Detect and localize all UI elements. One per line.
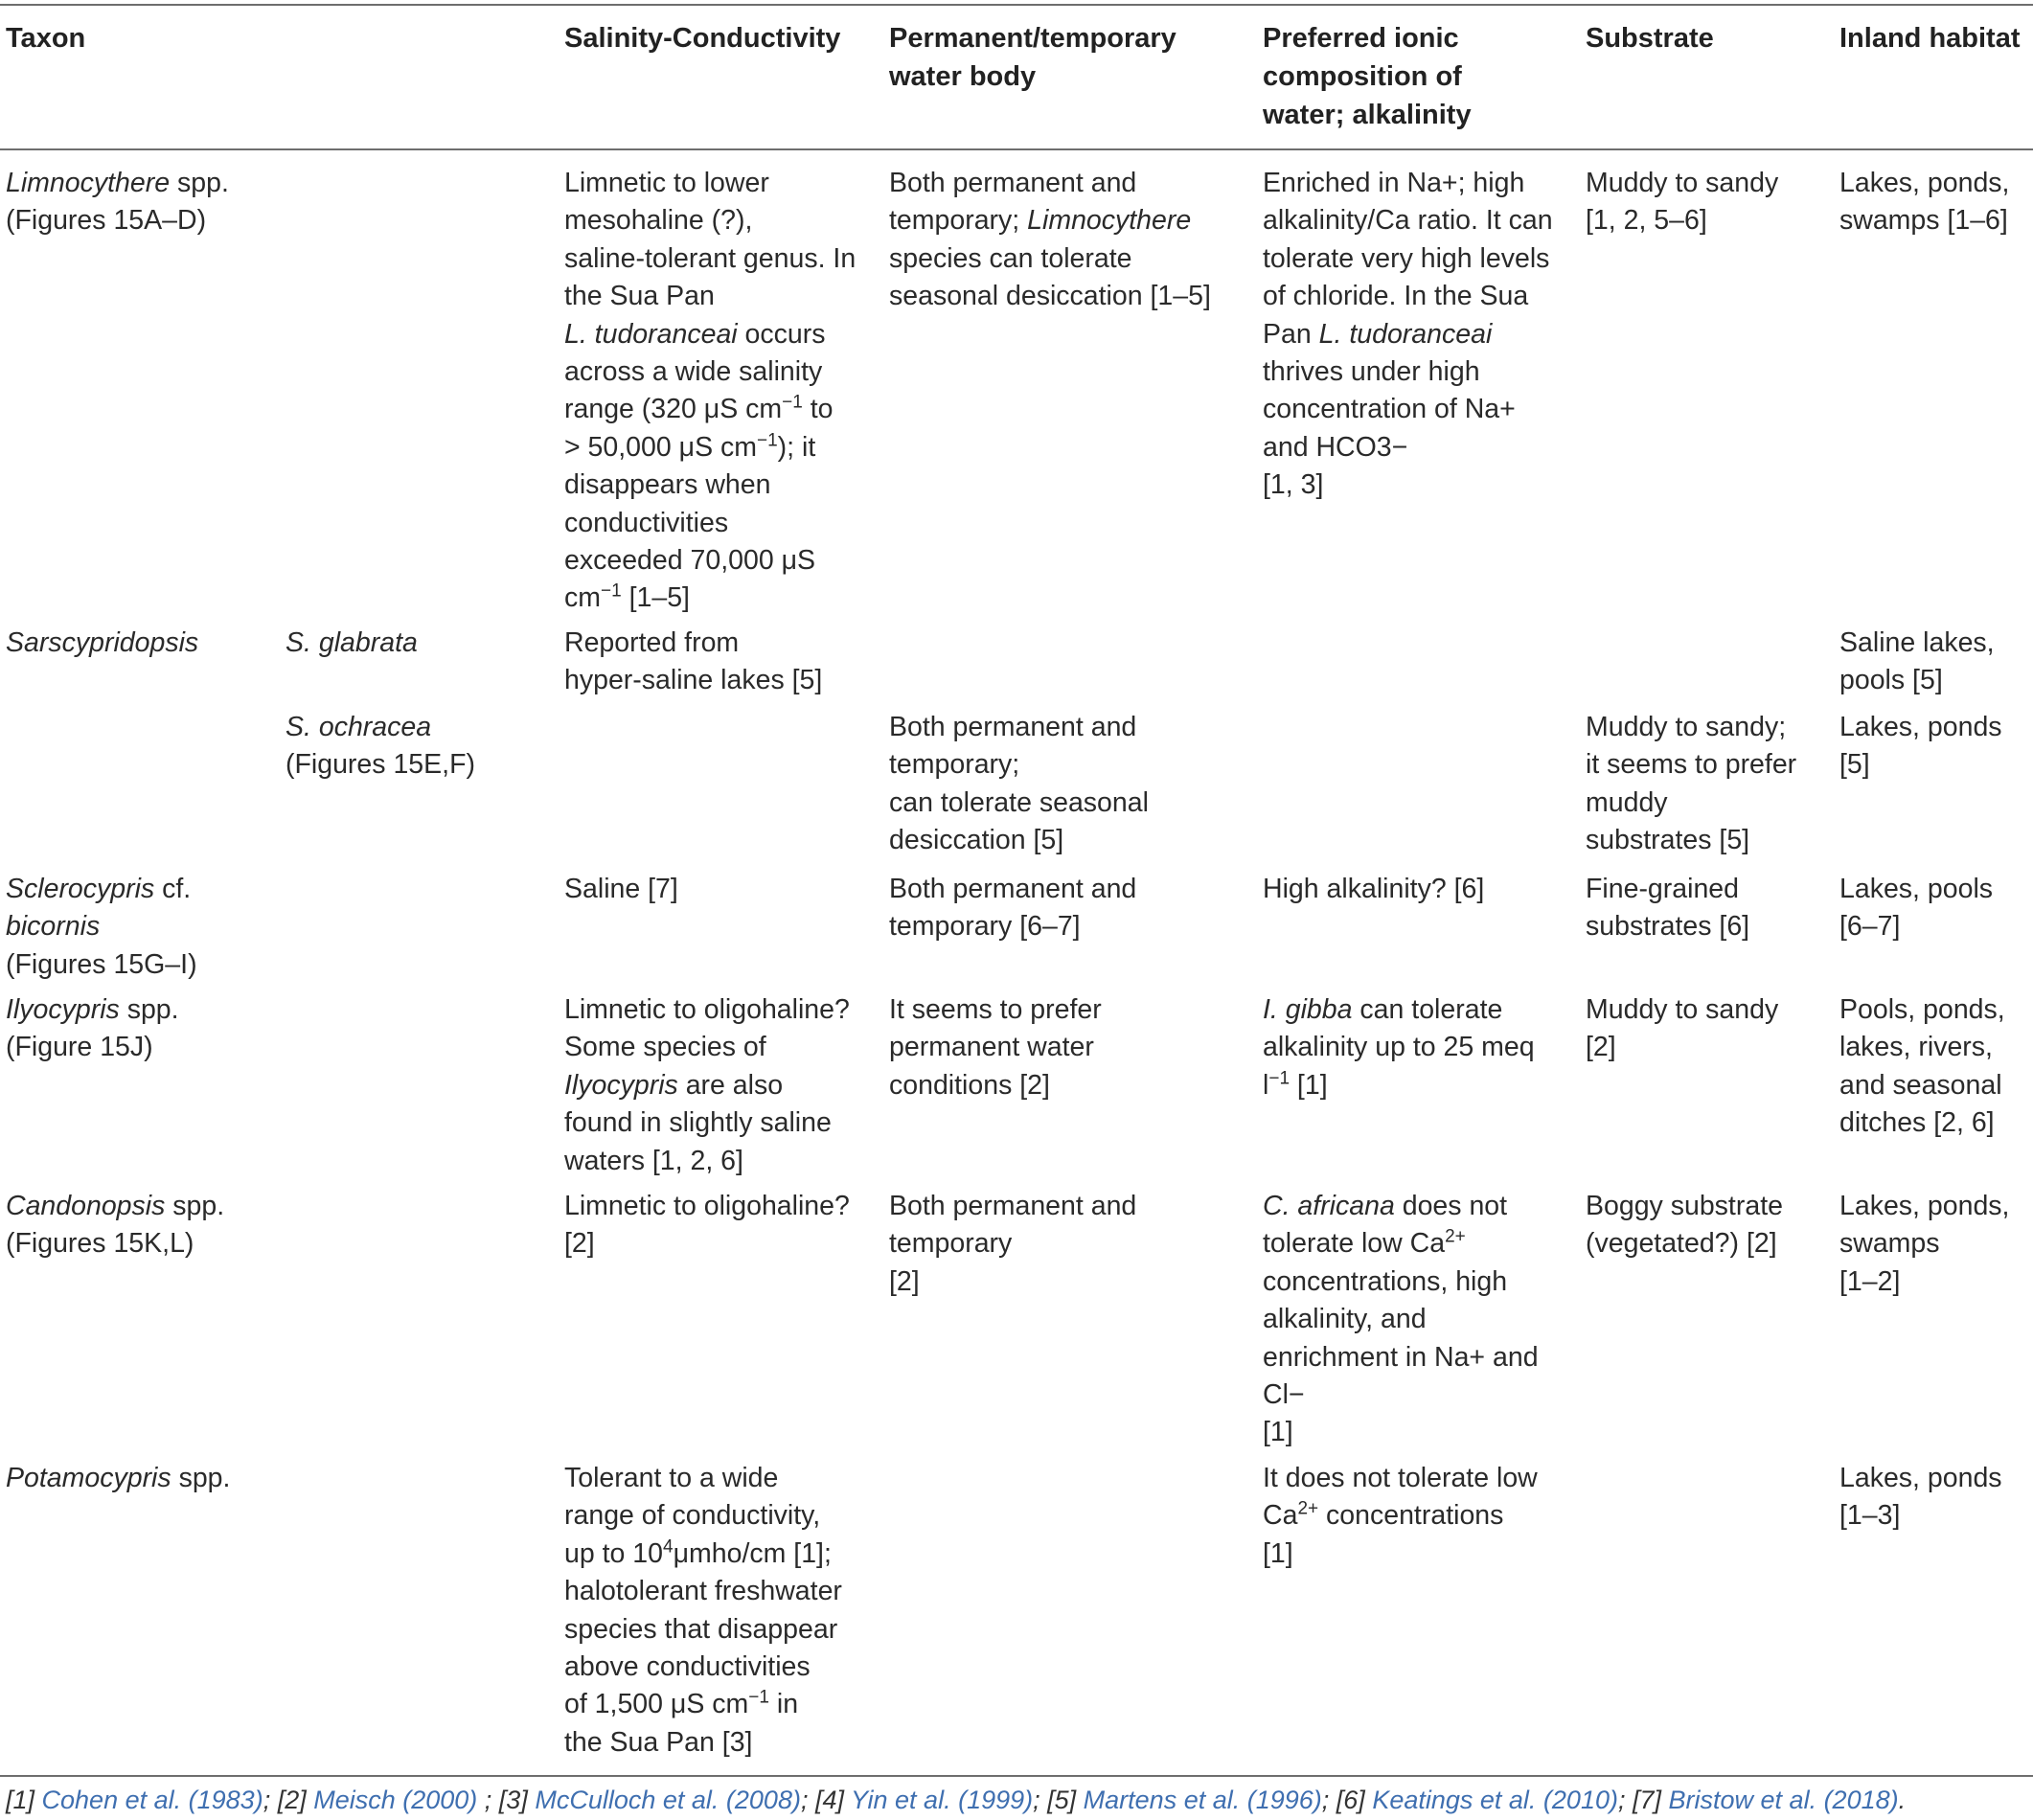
row-potamocypris-salinity: Tolerant to a wide range of conductivity, up to $10^4\mu mho/cm$ [1]; halotolerant freshwater species that disappear above conductivities of 1,500 μS $cm^{-1}$ in the Sua Pan [3]: [564, 1463, 842, 1758]
row-limnocythere-ionic: Enriched in Na+; high alkalinity/Ca ratio. It can tolerate very high levels of chloride. In the Sua Pan L. tudoranceai thrives under high concentration of Na+ and HCO3− [1, 3]: [1263, 168, 1553, 501]
header-habitat: Inland habitat: [1839, 23, 2021, 54]
row-ilyocypris-permanence: It seems to prefer permanent water conditions [2]: [889, 994, 1102, 1101]
row-limnocythere-taxon: Limnocythere spp. (Figures 15A–D): [6, 168, 229, 237]
row-potamocypris-ionic: It does not tolerate low $Ca^{2+}$ concentrations [1]: [1263, 1463, 1538, 1569]
row-limnocythere-permanence: Both permanent and temporary; Limnocythere species can tolerate seasonal desiccation [1–5]: [889, 168, 1211, 312]
row-sclerocypris-permanence: Both permanent and temporary [6–7]: [889, 874, 1137, 943]
header-salinity: Salinity-Conductivity: [564, 23, 841, 54]
row-sclerocypris-ionic: High alkalinity? [6]: [1263, 874, 1485, 904]
header-ionic: Preferred ionic composition of water; alkalinity: [1263, 23, 1472, 130]
header-substrate: Substrate: [1586, 23, 1714, 54]
row-candonopsis-permanence: Both permanent and temporary [2]: [889, 1191, 1137, 1297]
row-sclerocypris-habitat: Lakes, pools [6–7]: [1839, 874, 1994, 943]
row-ochracea-permanence: Both permanent and temporary; can tolerate seasonal desiccation [5]: [889, 712, 1149, 856]
ref-link-yin[interactable]: Yin et al. (1999): [851, 1786, 1034, 1814]
header-taxon: Taxon: [6, 23, 86, 54]
row-limnocythere-substrate: Muddy to sandy [1, 2, 5–6]: [1586, 168, 1779, 237]
row-sarscypridopsis-taxon: Sarscypridopsis: [6, 627, 199, 658]
row-ochracea-substrate: Muddy to sandy; it seems to prefer muddy substrates [5]: [1586, 712, 1797, 856]
references-footnote: [1] Cohen et al. (1983); [2] Meisch (2000) ; [3] McCulloch et al. (2008); [4] Yin et al. (1999); [5] Martens et al. (1996); [6] Keatings et al. (2010); [7] Bristow et al. (2018).: [6, 1786, 1907, 1814]
header-rule: [0, 148, 2033, 150]
row-glabrata-habitat: Saline lakes, pools [5]: [1839, 627, 1995, 696]
row-ilyocypris-habitat: Pools, ponds, lakes, rivers, and seasonal ditches [2, 6]: [1839, 994, 2005, 1139]
ref-link-martens[interactable]: Martens et al. (1996): [1083, 1786, 1322, 1814]
row-glabrata-salinity: Reported from hyper-saline lakes [5]: [564, 627, 823, 696]
row-ochracea-habitat: Lakes, ponds [5]: [1839, 712, 2002, 781]
row-potamocypris-taxon: Potamocypris spp.: [6, 1463, 231, 1493]
table-bottom-rule: [0, 1775, 2033, 1777]
ref-link-bristow[interactable]: Bristow et al. (2018): [1668, 1786, 1899, 1814]
row-candonopsis-habitat: Lakes, ponds, swamps [1–2]: [1839, 1191, 2010, 1297]
row-ilyocypris-ionic: I. gibba can tolerate alkalinity up to 25 meq $l^{-1}$ [1]: [1263, 994, 1535, 1101]
row-ilyocypris-taxon: Ilyocypris spp. (Figure 15J): [6, 994, 179, 1063]
ref-link-mcculloch[interactable]: McCulloch et al. (2008): [535, 1786, 801, 1814]
row-candonopsis-taxon: Candonopsis spp. (Figures 15K,L): [6, 1191, 225, 1260]
row-glabrata-species: S. glabrata: [286, 627, 418, 658]
row-candonopsis-salinity: Limnetic to oligohaline? [2]: [564, 1191, 850, 1260]
row-ilyocypris-substrate: Muddy to sandy [2]: [1586, 994, 1779, 1063]
ref-link-keatings[interactable]: Keatings et al. (2010): [1372, 1786, 1618, 1814]
ref-link-cohen[interactable]: Cohen et al. (1983): [41, 1786, 263, 1814]
row-sclerocypris-taxon: Sclerocypris cf. bicornis (Figures 15G–I): [6, 874, 197, 980]
row-potamocypris-habitat: Lakes, ponds [1–3]: [1839, 1463, 2002, 1532]
row-candonopsis-substrate: Boggy substrate (vegetated?) [2]: [1586, 1191, 1783, 1260]
row-sclerocypris-salinity: Saline [7]: [564, 874, 678, 904]
row-sclerocypris-substrate: Fine-grained substrates [6]: [1586, 874, 1750, 943]
header-permanence: Permanent/temporary water body: [889, 23, 1176, 92]
row-candonopsis-ionic: C. africana does not tolerate low $Ca^{2+}$ concentrations, high alkalinity, and enrichment in Na+ and Cl− [1]: [1263, 1191, 1539, 1448]
table-top-rule: [0, 4, 2033, 6]
row-limnocythere-salinity: Limnetic to lower mesohaline (?), saline-tolerant genus. In the Sua Pan L. tudoranceai occurs across a wide salinity range (320 μS $cm^{-1}$ to > 50,000 μS $cm^{-1}$); it disappears when conductivities exceeded 70,000 μS $cm^{-1}$ [1–5]: [564, 168, 857, 614]
row-ochracea-species: S. ochracea (Figures 15E,F): [286, 712, 475, 781]
row-ilyocypris-salinity: Limnetic to oligohaline? Some species of Ilyocypris are also found in slightly saline waters [1, 2, 6]: [564, 994, 850, 1176]
row-limnocythere-habitat: Lakes, ponds, swamps [1–6]: [1839, 168, 2010, 237]
ref-link-meisch[interactable]: Meisch (2000): [313, 1786, 478, 1814]
